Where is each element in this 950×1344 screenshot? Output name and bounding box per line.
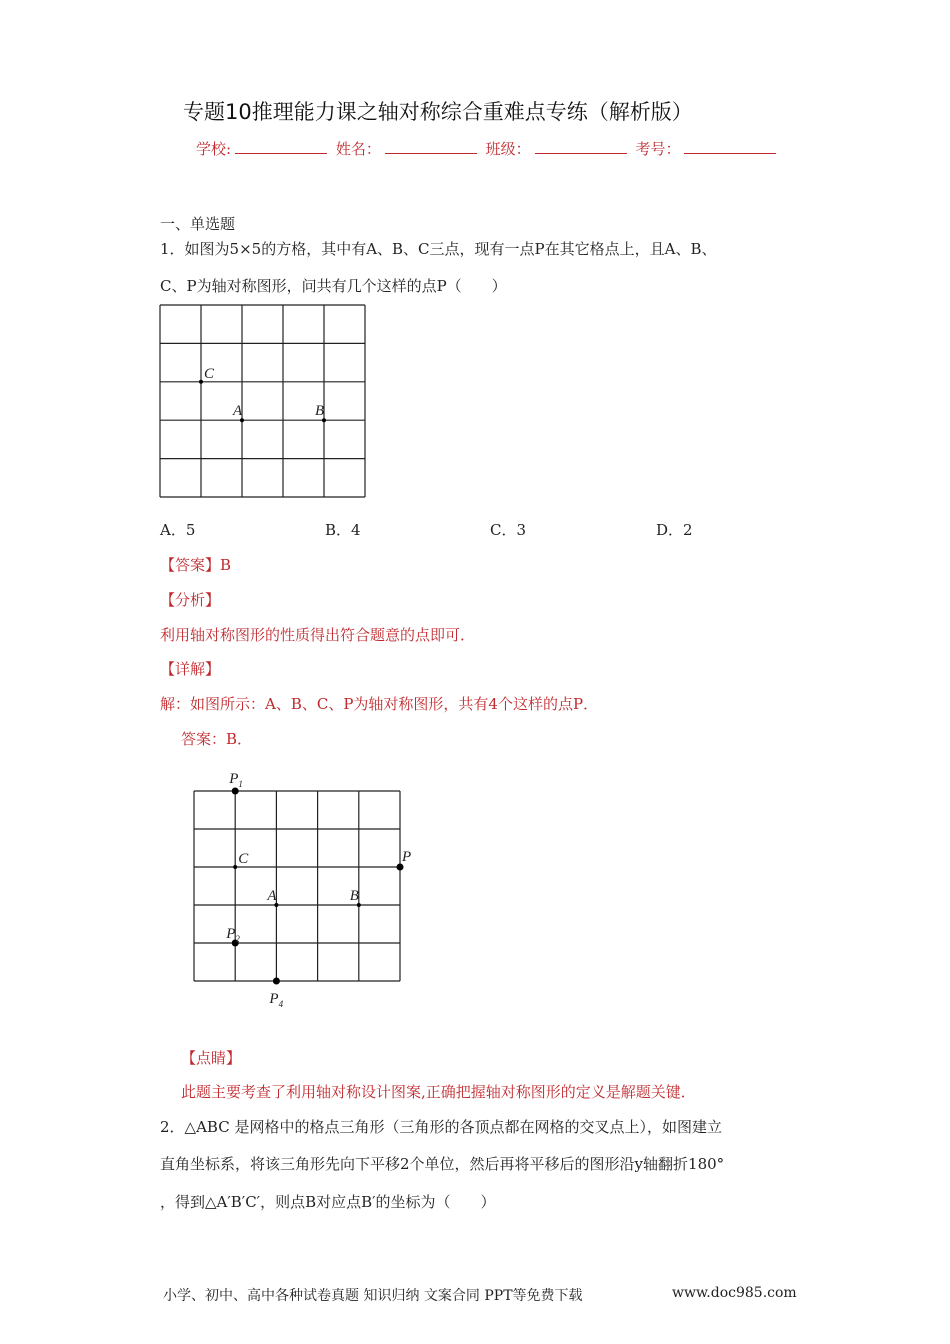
name-label: 姓名：	[335, 140, 381, 158]
point-label-A: A	[267, 888, 277, 904]
point-label-C: C	[204, 365, 215, 382]
point-label-P2: $P_2$	[226, 926, 240, 944]
answer: 【答案】B	[160, 556, 232, 574]
exam-number-label: 考号：	[635, 140, 681, 158]
class-blank[interactable]	[535, 139, 627, 154]
detail-answer: 答案：B．	[181, 730, 253, 748]
comment-text: 此题主要考查了利用轴对称设计图案,正确把握轴对称图形的定义是解题关键．	[181, 1083, 696, 1101]
q2-text-line3: ，得到△A′B′C′，则点B对应点B′的坐标为（ ）	[160, 1193, 496, 1211]
point-label-P: P	[402, 849, 412, 865]
q2-text-line1: 2．△ABC 是网格中的格点三角形（三角形的各顶点都在网格的交叉点上），如图建立	[160, 1118, 722, 1136]
school-blank[interactable]	[235, 139, 327, 154]
name-blank[interactable]	[385, 139, 477, 154]
point-label-A: A	[233, 403, 243, 420]
point-label-C: C	[238, 851, 249, 867]
point-P4	[273, 978, 280, 985]
detail-label: 【详解】	[160, 660, 221, 678]
analysis-label: 【分析】	[160, 591, 221, 609]
grid-figure-1	[150, 295, 390, 510]
point-label-P4: $P_4$	[269, 991, 284, 1009]
comment-label: 【点睛】	[181, 1049, 242, 1067]
page-title: 专题10推理能力课之轴对称综合重难点专练（解析版）	[183, 100, 693, 124]
section-heading: 一、单选题	[160, 215, 236, 233]
school-label: 学校:	[196, 140, 232, 158]
point-label-B: B	[349, 888, 359, 904]
option-b: B．4	[325, 521, 361, 539]
analysis-text: 利用轴对称图形的性质得出符合题意的点即可．	[160, 626, 476, 644]
grid-figure-2	[184, 760, 424, 1015]
info-fields	[196, 138, 780, 159]
point-C	[199, 380, 203, 384]
footer-link[interactable]: www.doc985.com	[672, 1285, 797, 1301]
point-label-P1: $P_1$	[229, 771, 243, 789]
class-label: 班级：	[485, 140, 531, 158]
detail-text: 解：如图所示：A、B、C、P为轴对称图形，共有4个这样的点P．	[160, 695, 599, 713]
q1-text-line1: 1．如图为5×5的方格，其中有A、B、C三点，现有一点P在其它格点上，且A、B、	[160, 240, 717, 258]
option-c: C．3	[490, 521, 527, 539]
option-d: D．2	[656, 521, 693, 539]
point-C	[233, 865, 237, 869]
q2-text-line2: 直角坐标系，将该三角形先向下平移2个单位，然后再将平移后的图形沿y轴翻折180°	[160, 1155, 725, 1173]
q1-text-line2: C、P为轴对称图形，问共有几个这样的点P（ ）	[160, 277, 507, 295]
exam-number-blank[interactable]	[684, 139, 776, 154]
footer-left: 小学、初中、高中各种试卷真题 知识归纳 文案合同 PPT等免费下载	[163, 1288, 583, 1304]
option-a: A．5	[160, 521, 196, 539]
point-label-B: B	[315, 403, 325, 420]
